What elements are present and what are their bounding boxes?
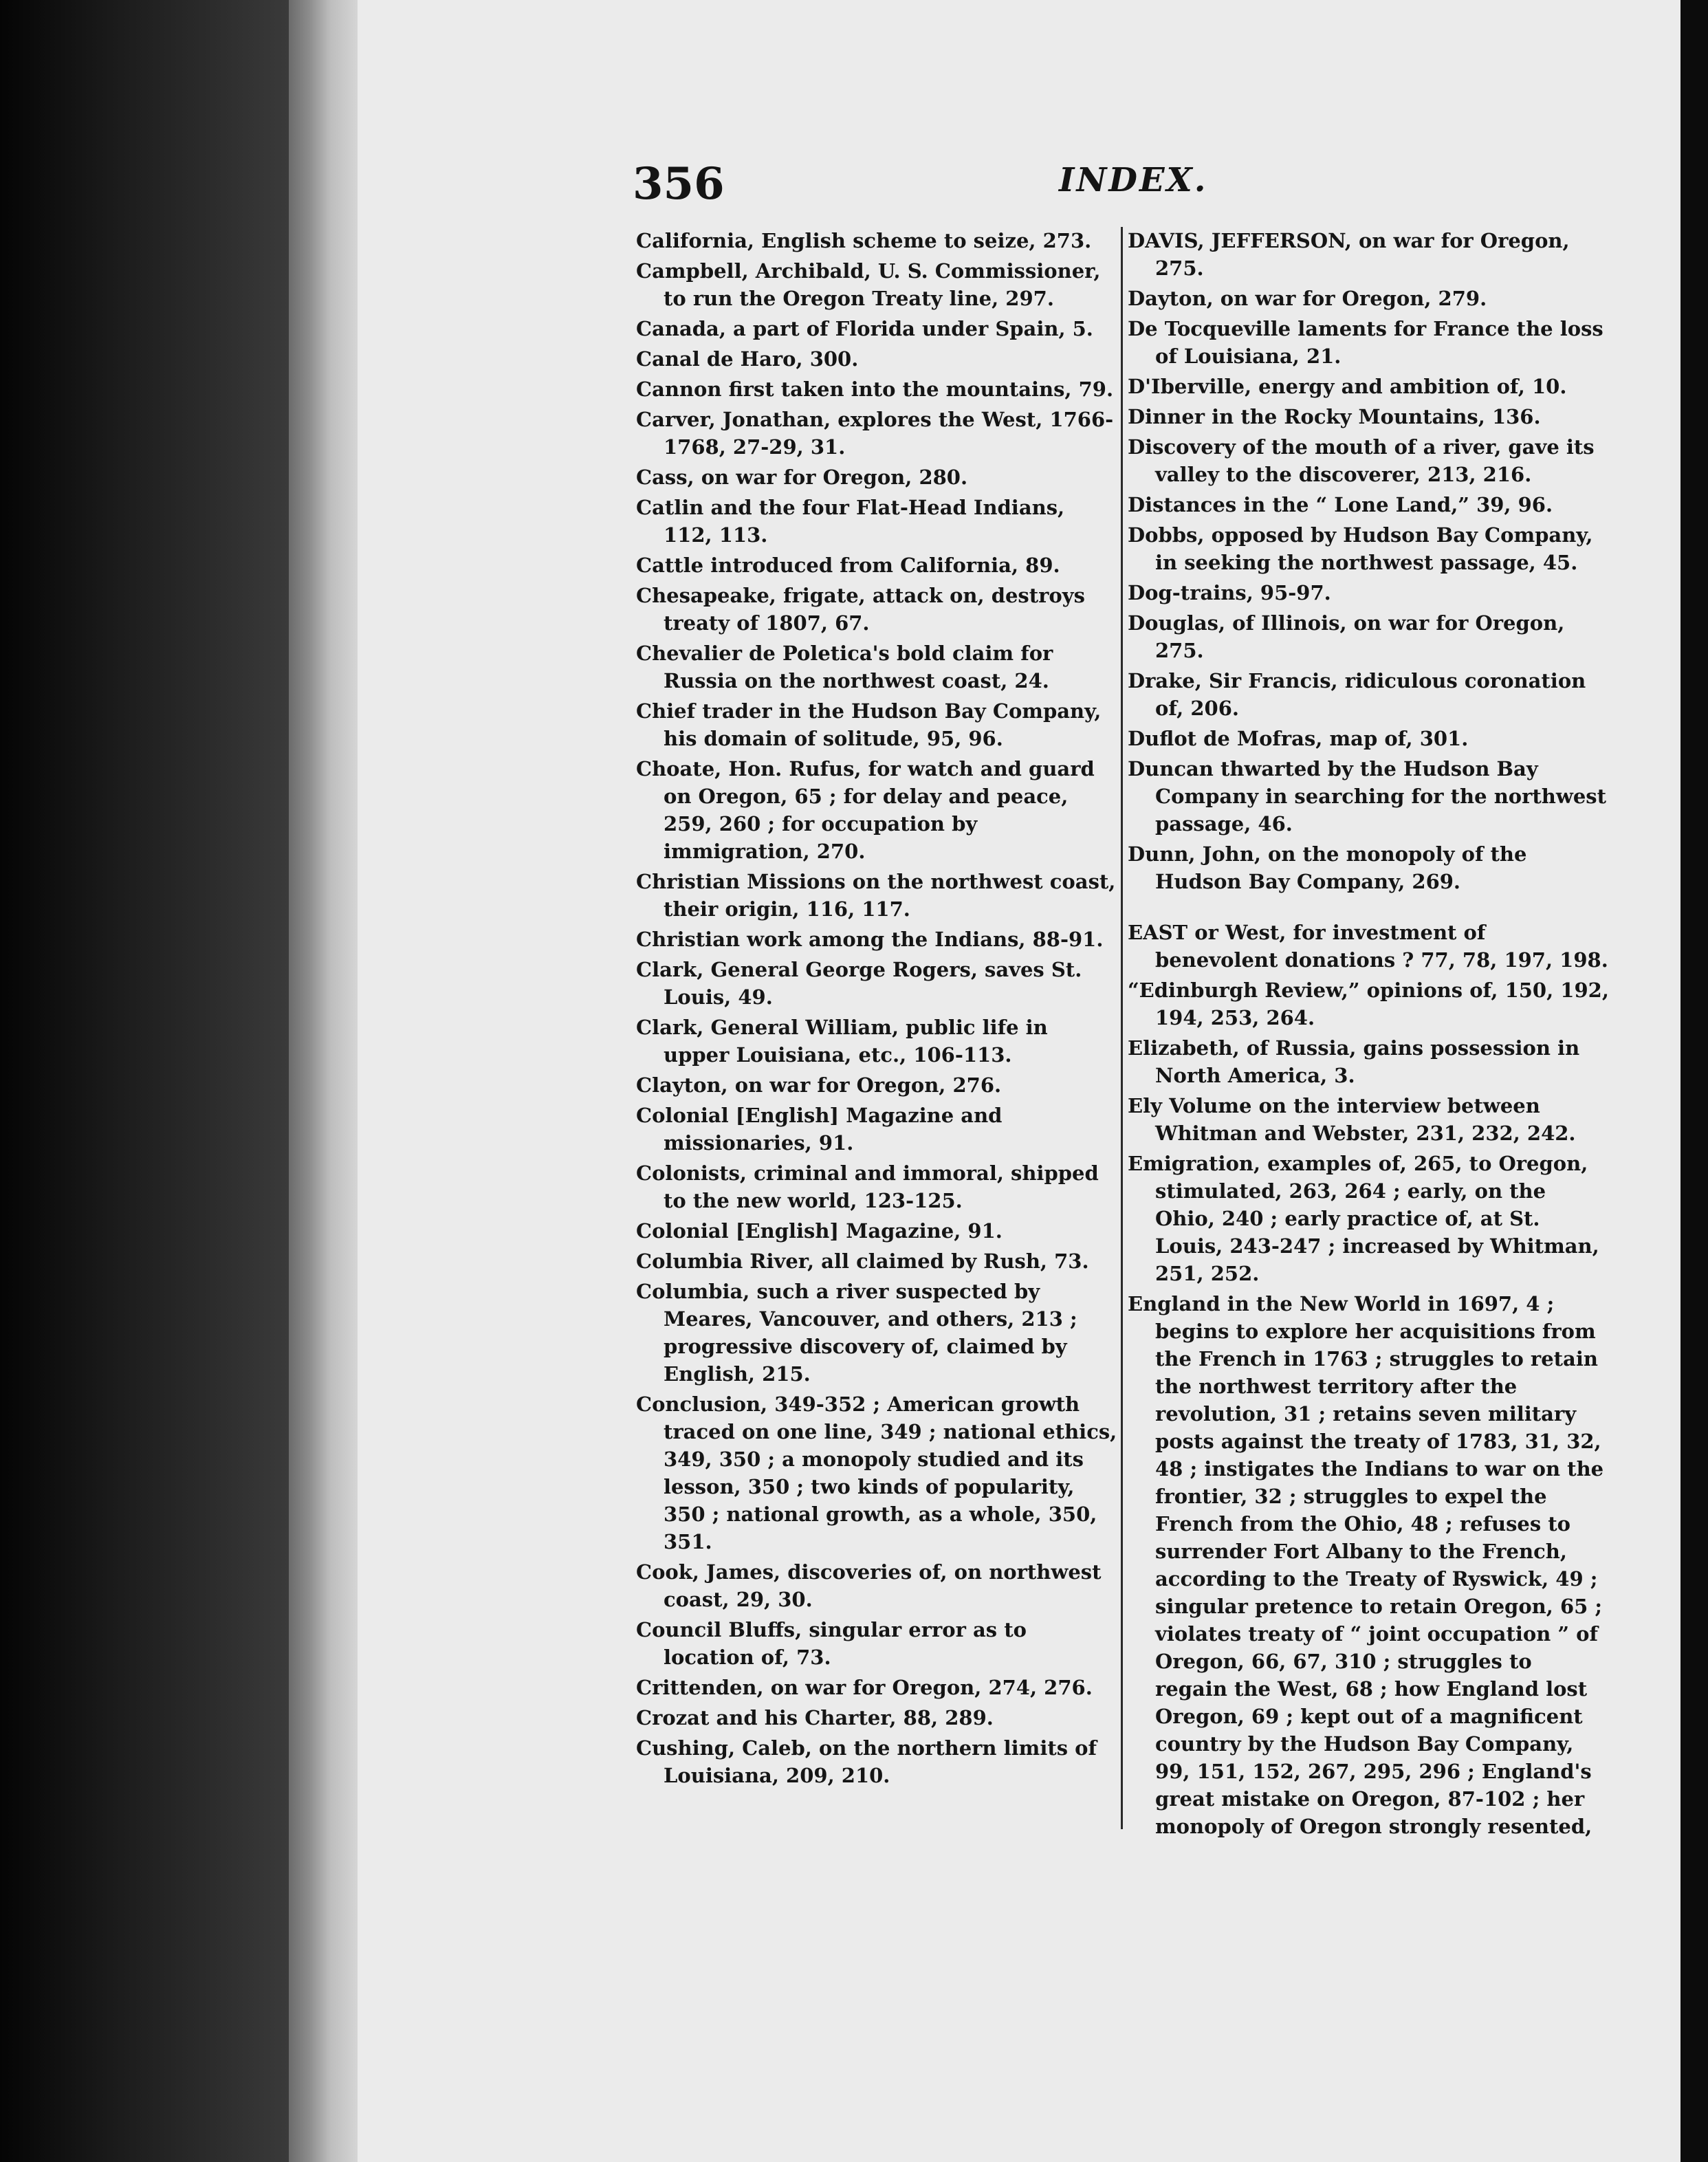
index-entry: Elizabeth, of Russia, gains possession in North America, 3. (1128, 1036, 1580, 1087)
index-entry: Ely Volume on the interview between Whitman and Webster, 231, 232, 242. (1128, 1094, 1576, 1145)
index-entry: Crittenden, on war for Oregon, 274, 276. (636, 1676, 1093, 1699)
index-entry: Canada, a part of Florida under Spain, 5. (636, 317, 1093, 340)
index-entry: Crozat and his Charter, 88, 289. (636, 1706, 994, 1729)
index-entry: Cushing, Caleb, on the northern limits of Louisiana, 209, 210. (636, 1736, 1097, 1787)
index-column-left (636, 227, 1117, 1792)
index-entry: Dinner in the Rocky Mountains, 136. (1128, 405, 1541, 428)
page-edge (289, 0, 358, 2162)
index-entry: Christian work among the Indians, 88-91. (636, 928, 1104, 951)
index-entry: Dayton, on war for Oregon, 279. (1128, 287, 1487, 310)
index-entry: DAVIS, JEFFERSON, on war for Oregon, 275. (1128, 229, 1570, 280)
index-entry: Colonial [English] Magazine, 91. (636, 1219, 1003, 1243)
index-entry: Council Bluffs, singular error as to location of, 73. (636, 1618, 1027, 1669)
index-entry: Discovery of the mouth of a river, gave its valley to the discoverer, 213, 216. (1128, 435, 1595, 486)
page-number: 356 (633, 158, 725, 210)
index-entry: Duflot de Mofras, map of, 301. (1128, 727, 1469, 750)
index-entry: Distances in the “ Lone Land,” 39, 96. (1128, 493, 1553, 516)
index-entry: Dobbs, opposed by Hudson Bay Company, in seeking the northwest passage, 45. (1128, 523, 1593, 574)
index-entry: “Edinburgh Review,” opinions of, 150, 192, 194, 253, 264. (1128, 979, 1609, 1029)
index-entry: Duncan thwarted by the Hudson Bay Company in searching for the northwest passage, 46. (1128, 757, 1607, 836)
running-head: INDEX. (1059, 161, 1208, 199)
index-entry: Cattle introduced from California, 89. (636, 554, 1060, 577)
index-entry: Choate, Hon. Rufus, for watch and guard on Oregon, 65 ; for delay and peace, 259, 260 ; for occupation by immigration, 270. (636, 757, 1095, 863)
index-entry: Canal de Haro, 300. (636, 347, 859, 371)
index-entry: California, English scheme to seize, 273. (636, 229, 1092, 252)
index-entry: Columbia, such a river suspected by Meares, Vancouver, and others, 213 ; progressive discovery of, claimed by English, 215. (636, 1280, 1077, 1386)
index-entry: Chesapeake, frigate, attack on, destroys treaty of 1807, 67. (636, 584, 1085, 635)
index-entry: Cass, on war for Oregon, 280. (636, 466, 968, 489)
index-entry: Drake, Sir Francis, ridiculous coronation of, 206. (1128, 669, 1586, 720)
column-divider (1121, 227, 1123, 1829)
index-entry: Clayton, on war for Oregon, 276. (636, 1073, 1002, 1097)
index-entry: De Tocqueville laments for France the loss of Louisiana, 21. (1128, 317, 1603, 368)
index-entry: Emigration, examples of, 265, to Oregon, stimulated, 263, 264 ; early, on the Ohio, 240 ; early practice of, at St. Louis, 243-247 ; increased by Whitman, 251, 252. (1128, 1152, 1599, 1285)
index-entry: Colonial [English] Magazine and missionaries, 91. (636, 1104, 1003, 1155)
scan-border (1680, 0, 1708, 2162)
index-entry: Colonists, criminal and immoral, shipped to the new world, 123-125. (636, 1161, 1099, 1212)
index-entry: Cook, James, discoveries of, on northwest coast, 29, 30. (636, 1560, 1102, 1611)
index-entry: Dog-trains, 95-97. (1128, 581, 1331, 604)
index-entry: Dunn, John, on the monopoly of the Hudson Bay Company, 269. (1128, 842, 1527, 893)
index-entry: EAST or West, for investment of benevolent donations ? 77, 78, 197, 198. (1128, 921, 1608, 972)
index-entry: Clark, General George Rogers, saves St. Louis, 49. (636, 958, 1082, 1009)
index-entry: Chief trader in the Hudson Bay Company, his domain of solitude, 95, 96. (636, 699, 1102, 750)
index-entry: Conclusion, 349-352 ; American growth traced on one line, 349 ; national ethics, 349, 350 ; a monopoly studied and its lesson, 350 ; two kinds of popularity, 350 ; national growth, as a whole, 350, 351. (636, 1393, 1117, 1553)
index-entry: England in the New World in 1697, 4 ; begins to explore her acquisitions from the French in 1763 ; struggles to retain the northwest territory after the revolution, 31 ; retains seven military posts against the treaty of 1783, 31, 32, 48 ; instigates the Indians to war on the frontier, 32 ; struggles to expel the French from the Ohio, 48 ; refuses to surrender Fort Albany to the French, according to the Treaty of Ryswick, 49 ; singular pretence to retain Oregon, 65 ; violates treaty of “ joint occupation ” of Oregon, 66, 67, 310 ; struggles to regain the West, 68 ; how England lost Oregon, 69 ; kept out of a magnificent country by the Hudson Bay Company, 99, 151, 152, 267, 295, 296 ; England's great mistake on Oregon, 87-102 ; her monopoly of Oregon strongly resented, (1128, 1292, 1604, 1838)
page-header (633, 151, 1691, 220)
index-entry: Catlin and the four Flat-Head Indians, 112, 113. (636, 496, 1065, 547)
index-entry: Christian Missions on the northwest coast, their origin, 116, 117. (636, 870, 1116, 921)
index-entry: D'Iberville, energy and ambition of, 10. (1128, 375, 1567, 398)
index-entry: Douglas, of Illinois, on war for Oregon, 275. (1128, 611, 1565, 662)
index-entry: Clark, General William, public life in upper Louisiana, etc., 106-113. (636, 1016, 1048, 1067)
index-column-right (1128, 227, 1609, 1843)
index-entry: Chevalier de Poletica's bold claim for Russia on the northwest coast, 24. (636, 642, 1053, 692)
index-entry: Cannon first taken into the mountains, 79. (636, 378, 1114, 401)
index-entry: Campbell, Archibald, U. S. Commissioner, to run the Oregon Treaty line, 297. (636, 259, 1101, 310)
index-entry: Carver, Jonathan, explores the West, 1766-1768, 27-29, 31. (636, 408, 1114, 459)
book-spine-shadow (0, 0, 289, 2162)
index-entry: Columbia River, all claimed by Rush, 73. (636, 1249, 1089, 1273)
